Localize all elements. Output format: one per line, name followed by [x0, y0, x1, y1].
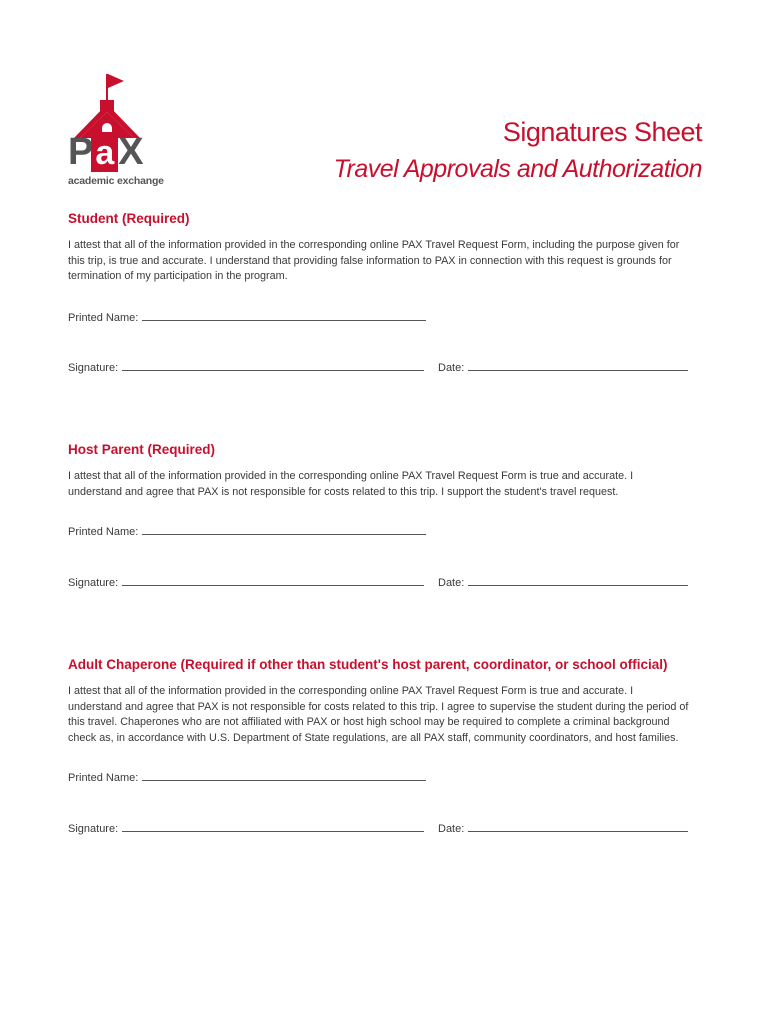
host-parent-heading: Host Parent (Required) — [68, 442, 216, 457]
date-line[interactable] — [468, 360, 688, 371]
host-parent-signature-field[interactable] — [68, 575, 424, 589]
host-parent-section — [68, 441, 690, 500]
date-label: Date: — [438, 362, 465, 374]
chaperone-printed-name-field[interactable] — [68, 770, 426, 784]
pax-wordmark — [68, 132, 144, 172]
printed-name-label: Printed Name: — [68, 526, 139, 538]
title-block — [334, 116, 702, 184]
host-parent-printed-name-field[interactable] — [68, 524, 426, 538]
chaperone-attestation: I attest that all of the information provided in the corresponding online PAX Travel Request Form is true and accurate. I understand and agree that PAX is not responsible for costs related to this trip. I agree to supervise the student during the period of this travel. Chaperones who are not affiliated with PAX or host high school may be required to complete a criminal background check as, in accordance with U.S. Department of State regulations, are all PAX staff, community coordinators, and host families. — [68, 685, 689, 744]
printed-name-line[interactable] — [142, 524, 426, 535]
student-attestation: I attest that all of the information provided in the corresponding online PAX Travel Request Form, including the purpose given for this trip, is true and accurate. I understand that providing false information to PAX in connection with this request is grounds for termination of my participation in the program. — [68, 239, 680, 282]
printed-name-line[interactable] — [142, 310, 426, 321]
signature-label: Signature: — [68, 577, 119, 589]
date-line[interactable] — [468, 821, 688, 832]
host-parent-attestation: I attest that all of the information provided in the corresponding online PAX Travel Request Form is true and accurate. I understand and agree that PAX is not responsible for costs related to this trip. I support the student's travel request. — [68, 470, 634, 498]
signature-label: Signature: — [68, 823, 119, 835]
student-heading: Student (Required) — [68, 211, 190, 226]
wordmark-p: P — [68, 131, 92, 173]
pax-logo — [66, 72, 162, 192]
student-signature-field[interactable] — [68, 360, 424, 374]
wordmark-x: X — [118, 131, 144, 173]
printed-name-line[interactable] — [142, 770, 426, 781]
chaperone-date-field[interactable] — [438, 821, 688, 835]
signature-line[interactable] — [122, 360, 424, 371]
page-title: Signatures Sheet — [502, 117, 702, 147]
printed-name-label: Printed Name: — [68, 772, 139, 784]
logo-tagline: academic exchange — [68, 175, 164, 187]
student-printed-name-field[interactable] — [68, 310, 426, 324]
chaperone-signature-field[interactable] — [68, 821, 424, 835]
wordmark-a: a — [91, 134, 118, 172]
signature-line[interactable] — [122, 821, 424, 832]
signature-label: Signature: — [68, 362, 119, 374]
student-date-field[interactable] — [438, 360, 688, 374]
host-parent-date-field[interactable] — [438, 575, 688, 589]
printed-name-label: Printed Name: — [68, 312, 139, 324]
signature-line[interactable] — [122, 575, 424, 586]
chaperone-heading: Adult Chaperone (Required if other than student's host parent, coordinator, or school official) — [68, 657, 668, 672]
date-label: Date: — [438, 823, 465, 835]
date-line[interactable] — [468, 575, 688, 586]
page-subtitle: Travel Approvals and Authorization — [333, 155, 702, 183]
date-label: Date: — [438, 577, 465, 589]
student-section — [68, 210, 690, 285]
chaperone-section — [68, 656, 690, 746]
